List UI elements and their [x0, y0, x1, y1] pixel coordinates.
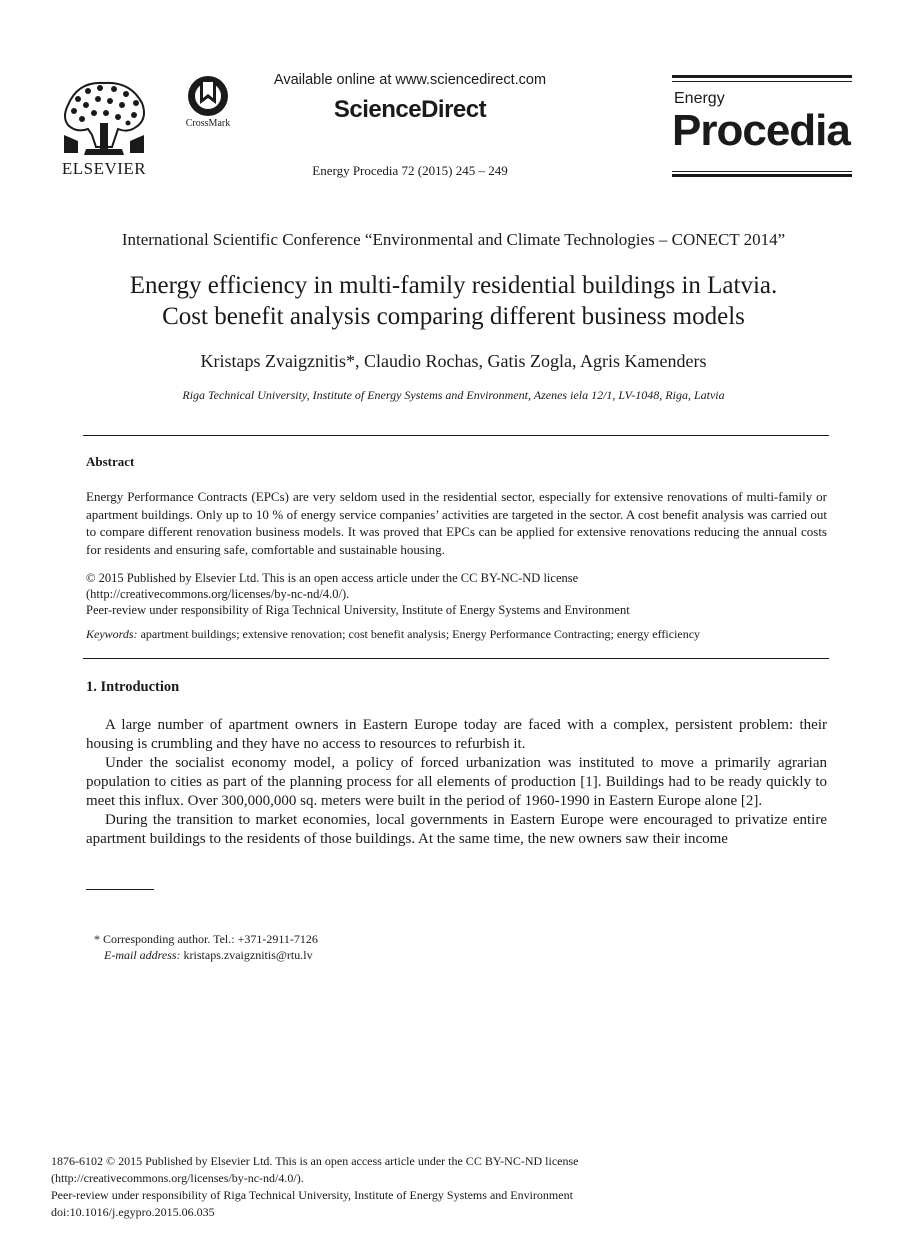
email-address[interactable]: kristaps.zvaigznitis@rtu.lv: [180, 948, 313, 962]
peer-review-line: Peer-review under responsibility of Riga Technical University, Institute of Energy Systems and Environment: [86, 603, 630, 617]
footnote-rule: [86, 889, 154, 890]
corresponding-author: * Corresponding author. Tel.: +371-2911-7126: [94, 932, 318, 946]
title-line-2: Cost benefit analysis comparing different business models: [162, 303, 745, 330]
logo-energy-text: Energy: [674, 90, 725, 107]
title-line-1: Energy efficiency in multi-family residential buildings in Latvia.: [129, 272, 778, 299]
elsevier-wordmark: ELSEVIER: [61, 159, 147, 178]
crossmark-badge[interactable]: [178, 74, 238, 134]
logo-rule-bottom: [672, 174, 852, 177]
page-footer: [51, 1153, 851, 1221]
email-line: [94, 947, 318, 963]
author-list: Kristaps Zvaigznitis*, Claudio Rochas, Gatis Zogla, Agris Kamenders: [200, 351, 707, 371]
footer-license-link[interactable]: (http://creativecommons.org/licenses/by-nc-nd/4.0/).: [51, 1171, 304, 1185]
available-online-line: Available online at www.sciencedirect.com: [273, 72, 547, 88]
conference-name: International Scientific Conference “Environmental and Climate Technologies – CONECT 2014”: [121, 230, 786, 249]
footnote: [94, 931, 318, 963]
logo-rule-top-thin: [672, 81, 852, 82]
intro-paragraph: During the transition to market economies, local governments in Eastern Europe were encouraged to privatize entire apartment buildings to the residents of those buildings. At the same time, the new owners saw their income: [86, 812, 827, 847]
journal-reference: Energy Procedia 72 (2015) 245 – 249: [312, 163, 508, 178]
license-link[interactable]: (http://creativecommons.org/licenses/by-nc-nd/4.0/).: [86, 587, 350, 601]
intro-paragraph: A large number of apartment owners in Eastern Europe today are faced with a complex, persistent problem: their housing is crumbling and they have no access to resources to refurbish it.: [86, 717, 827, 752]
logo-rule-bottom-thin: [672, 171, 852, 172]
logo-procedia-text: Procedia: [672, 106, 850, 155]
introduction-body: [86, 716, 827, 849]
email-label: E-mail address:: [104, 948, 181, 962]
section-heading-introduction: 1. Introduction: [86, 679, 180, 695]
sciencedirect-wordmark: ScienceDirect: [333, 96, 487, 123]
logo-rule-top: [672, 75, 852, 78]
abstract-body: Energy Performance Contracts (EPCs) are very seldom used in the residential sector, especially for extensive renovations of multi-family or apartment buildings. Only up to 10 % of energy service companies’ activities are targeted in the sector. A cost benefit analysis was carried out to compare different renovation business models. It was proved that EPCs can be applied for extensive renovations reducing the annual costs for residents and ensuring safe, comfortable and sustainable housing.: [86, 489, 827, 557]
footer-peer-review: Peer-review under responsibility of Riga Technical University, Institute of Energy Systems and Environment: [51, 1188, 573, 1202]
abstract-heading: Abstract: [86, 454, 135, 469]
elsevier-tree-icon: [58, 75, 150, 157]
divider-top: [83, 435, 829, 436]
footer-license: 1876-6102 © 2015 Published by Elsevier Ltd. This is an open access article under the CC BY-NC-ND license: [51, 1154, 579, 1168]
footer-doi[interactable]: doi:10.1016/j.egypro.2015.06.035: [51, 1205, 215, 1219]
affiliation: Riga Technical University, Institute of Energy Systems and Environment, Azenes iela 12/1, LV-1048, Riga, Latvia: [182, 388, 725, 402]
elsevier-logo: [55, 75, 153, 179]
intro-paragraph: Under the socialist economy model, a policy of forced urbanization was instituted to move a primarily agrarian population to cities as part of the planning process for all elements of production [1]. Buildings had to be ready quickly to meet this influx. Over 300,000,000 sq. meters were built in the period of 1960-1990 in Eastern Europe alone [2].: [86, 755, 827, 809]
keywords-line: [86, 627, 827, 642]
keywords-list: apartment buildings; extensive renovation; cost benefit analysis; Energy Performance Contracting; energy efficiency: [137, 627, 701, 641]
energy-procedia-logo: [672, 75, 852, 177]
keywords-label: Keywords:: [86, 627, 138, 641]
crossmark-label: CrossMark: [185, 118, 231, 129]
divider-bottom: [83, 658, 829, 659]
crossmark-icon: [186, 74, 230, 118]
paper-title: [0, 270, 907, 332]
license-block: [86, 570, 827, 618]
license-line: © 2015 Published by Elsevier Ltd. This is an open access article under the CC BY-NC-ND license: [86, 571, 579, 585]
